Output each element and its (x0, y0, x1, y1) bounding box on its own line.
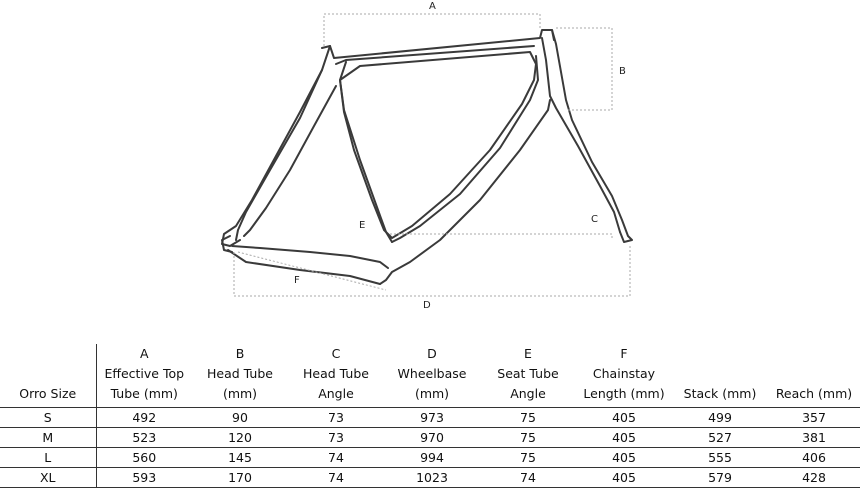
size-cell: S (0, 408, 96, 428)
seat-stay-inner (244, 86, 336, 236)
dim-label-e: E (359, 220, 366, 231)
table-cell: 555 (672, 448, 768, 468)
head-tube-front (552, 30, 632, 242)
header-line2: Reach (mm) (775, 386, 853, 401)
header-letter: C (331, 346, 341, 361)
table-row (0, 468, 860, 488)
header-col-c (288, 344, 384, 408)
header-size (0, 344, 96, 408)
header-line1: Effective Top (104, 366, 185, 381)
table-cell: 527 (672, 428, 768, 448)
dim-label-f: F (294, 275, 300, 286)
dim-label-c: C (591, 214, 598, 225)
table-cell: 593 (96, 468, 192, 488)
table-cell: 406 (768, 448, 860, 468)
size-cell: M (0, 428, 96, 448)
down-tube-bottom (380, 100, 550, 284)
table-cell: 994 (384, 448, 480, 468)
header-letter: B (235, 346, 245, 361)
size-cell: XL (0, 468, 96, 488)
table-cell: 523 (96, 428, 192, 448)
table-cell: 381 (768, 428, 860, 448)
table-cell: 1023 (384, 468, 480, 488)
table-cell: 73 (288, 428, 384, 448)
table-cell: 74 (288, 448, 384, 468)
table-cell: 579 (672, 468, 768, 488)
table-cell: 428 (768, 468, 860, 488)
table-cell: 90 (192, 408, 288, 428)
dim-c-guide (390, 234, 612, 240)
header-col-a (96, 344, 192, 408)
dim-label-b: B (619, 66, 626, 77)
table-cell: 73 (288, 408, 384, 428)
dim-f-guide (238, 252, 386, 290)
header-col-stack (672, 344, 768, 408)
front-triangle-inner (340, 52, 536, 238)
header-line2: Angle (510, 386, 546, 401)
header-line1: Head Tube (303, 366, 369, 381)
header-letter: A (139, 346, 149, 361)
header-line2: Length (mm) (583, 386, 665, 401)
dim-label-d: D (423, 300, 431, 311)
header-size-label: Orro Size (19, 386, 77, 401)
head-tube-back (542, 38, 620, 232)
header-line2: (mm) (222, 386, 258, 401)
table-cell: 499 (672, 408, 768, 428)
table-row (0, 448, 860, 468)
header-col-d (384, 344, 480, 408)
header-letter: E (524, 346, 532, 361)
table-cell: 75 (480, 448, 576, 468)
table-header-row (0, 344, 860, 408)
geometry-table (0, 344, 860, 488)
table-cell: 560 (96, 448, 192, 468)
table-cell: 145 (192, 448, 288, 468)
table-cell: 492 (96, 408, 192, 428)
dim-b-guide (556, 28, 612, 110)
header-line1: Chainstay (592, 366, 656, 381)
table-cell: 75 (480, 428, 576, 448)
header-letter: D (427, 346, 437, 361)
table-row (0, 428, 860, 448)
seat-stay (222, 70, 322, 246)
table-cell: 405 (576, 448, 672, 468)
table-cell: 405 (576, 428, 672, 448)
dimension-guides (234, 14, 630, 296)
header-line2: (mm) (414, 386, 450, 401)
table-cell: 74 (480, 468, 576, 488)
table-cell: 74 (288, 468, 384, 488)
table-cell: 75 (480, 408, 576, 428)
header-col-reach (768, 344, 860, 408)
table-row (0, 408, 860, 428)
header-line1: Seat Tube (497, 366, 559, 381)
header-col-e (480, 344, 576, 408)
table-cell: 120 (192, 428, 288, 448)
header-line1: Head Tube (207, 366, 273, 381)
table-cell: 970 (384, 428, 480, 448)
header-line2: Tube (mm) (110, 386, 178, 401)
dim-label-a: A (429, 1, 436, 12)
header-line1: Wheelbase (397, 366, 467, 381)
seat-tube-back (340, 62, 392, 242)
size-cell: L (0, 448, 96, 468)
table-cell: 357 (768, 408, 860, 428)
header-letter: F (620, 346, 628, 361)
table-cell: 973 (384, 408, 480, 428)
header-line2: Angle (318, 386, 354, 401)
table-cell: 405 (576, 408, 672, 428)
chainstay (232, 246, 388, 268)
header-col-b (192, 344, 288, 408)
frame-outline (222, 30, 632, 284)
header-col-f (576, 344, 672, 408)
table-cell: 405 (576, 468, 672, 488)
table-cell: 170 (192, 468, 288, 488)
header-line2: Stack (mm) (683, 386, 757, 401)
dropout (222, 236, 232, 252)
